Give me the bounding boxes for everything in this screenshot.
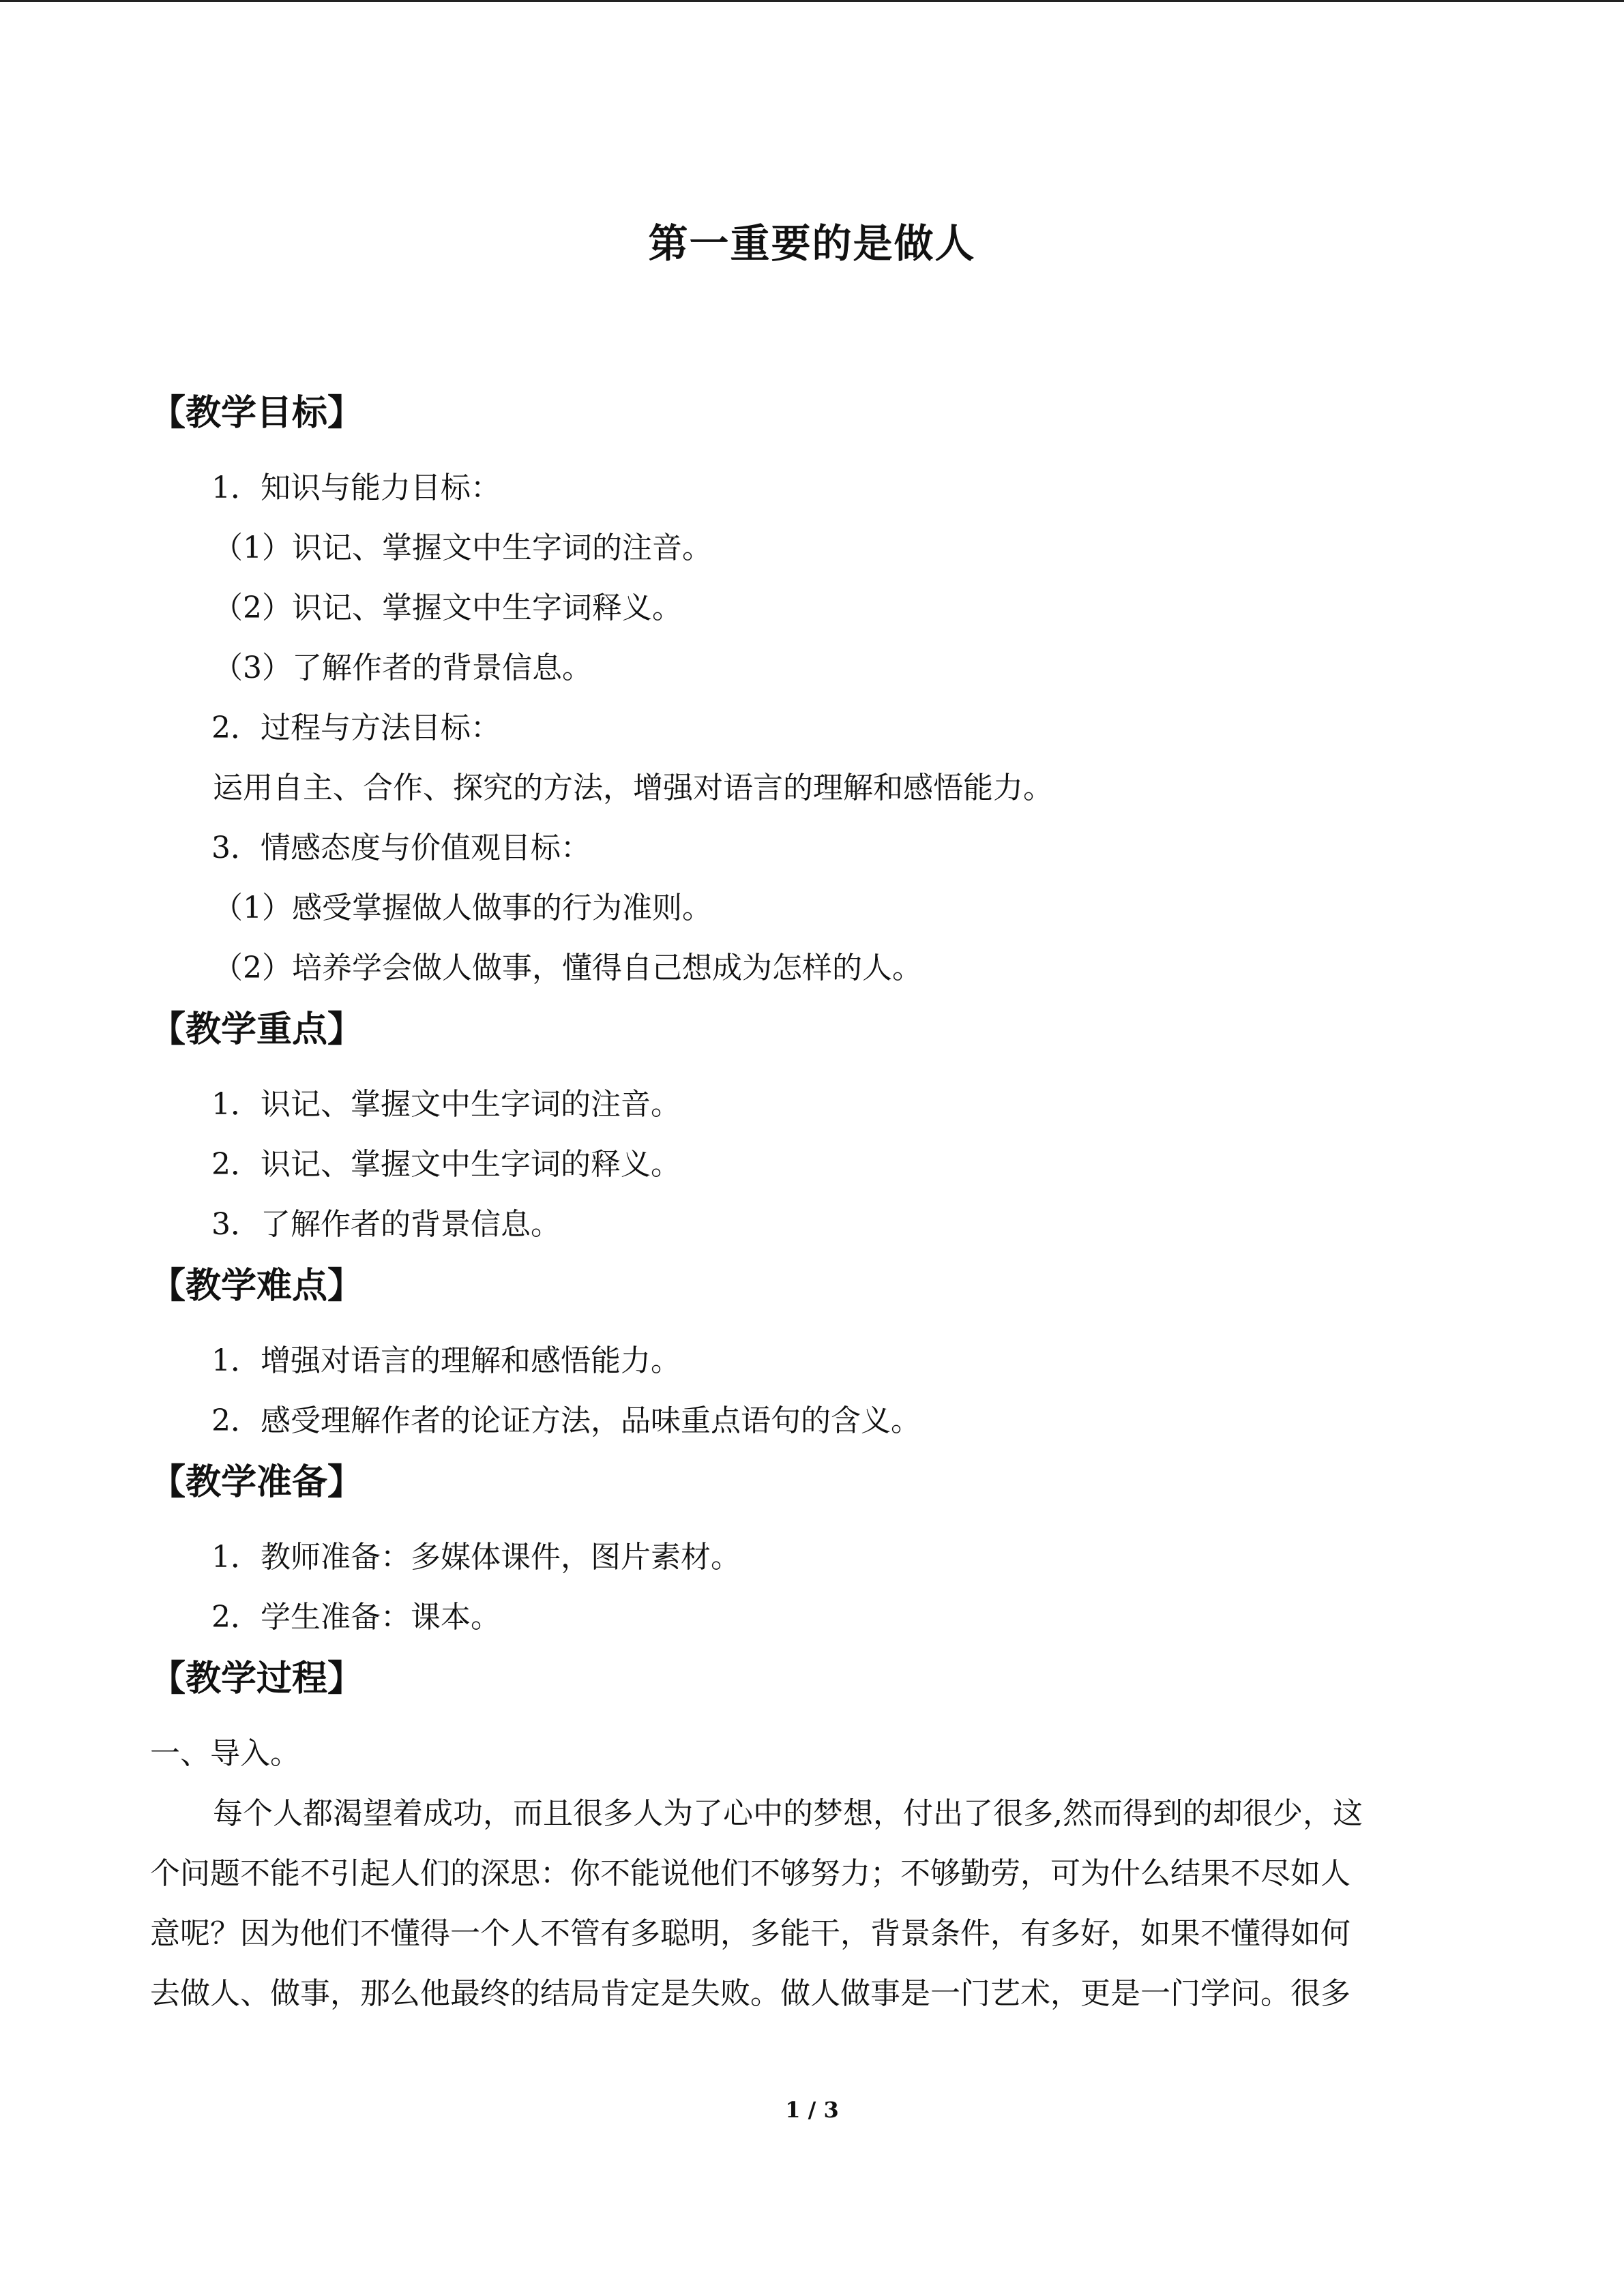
process-step-heading: 一、导入。 [150,1736,300,1771]
document-body [150,382,1466,2024]
preparation-line: 1．教师准备：多媒体课件，图片素材。 [211,1540,741,1575]
objective-line: （2）识记、掌握文中生字词释义。 [213,591,682,625]
paragraph-line: 意呢？因为他们不懂得一个人不管有多聪明，多能干，背景条件，有多好，如果不懂得如何 [150,1916,1350,1951]
section-heading-preparation: 【教学准备】 [150,1461,364,1503]
objective-line: 1．知识与能力目标： [211,471,501,505]
page-title: 第一重要的是做人 [648,220,976,267]
key-point-line: 1．识记、掌握文中生字词的注音。 [211,1087,681,1122]
difficulty-line: 2．感受理解作者的论证方法，品味重点语句的含义。 [211,1403,921,1438]
key-point-line: 3．了解作者的背景信息。 [211,1207,561,1242]
objective-line: （1）识记、掌握文中生字词的注音。 [213,531,712,565]
objective-line: 3．情感态度与价值观目标： [211,831,591,865]
page-number: 1 / 3 [785,2097,839,2123]
paragraph-line: 个问题不能不引起人们的深思：你不能说他们不够努力；不够勤劳，可为什么结果不尽如人 [150,1856,1350,1891]
objective-line: （3）了解作者的背景信息。 [213,651,592,685]
difficulty-line: 1．增强对语言的理解和感悟能力。 [211,1343,681,1378]
key-point-line: 2．识记、掌握文中生字词的释义。 [211,1147,681,1182]
section-heading-difficulties: 【教学难点】 [150,1265,364,1307]
paragraph-line: 每个人都渴望着成功，而且很多人为了心中的梦想，付出了很多,然而得到的却很少，这 [213,1796,1363,1831]
preparation-line: 2．学生准备：课本。 [211,1600,501,1635]
section-heading-process: 【教学过程】 [150,1658,364,1699]
section-heading-objectives: 【教学目标】 [150,392,364,434]
paragraph-line: 去做人、做事，那么他最终的结局肯定是失败。做人做事是一门艺术，更是一门学问。很多 [150,1976,1350,2011]
objective-line: （2）培养学会做人做事，懂得自己想成为怎样的人。 [213,951,922,985]
section-heading-key-points: 【教学重点】 [150,1009,364,1050]
objective-line: 运用自主、合作、探究的方法，增强对语言的理解和感悟能力。 [213,771,1053,805]
top-border [0,0,1624,2]
objective-line: （1）感受掌握做人做事的行为准则。 [213,891,712,925]
objective-line: 2．过程与方法目标： [211,711,501,745]
